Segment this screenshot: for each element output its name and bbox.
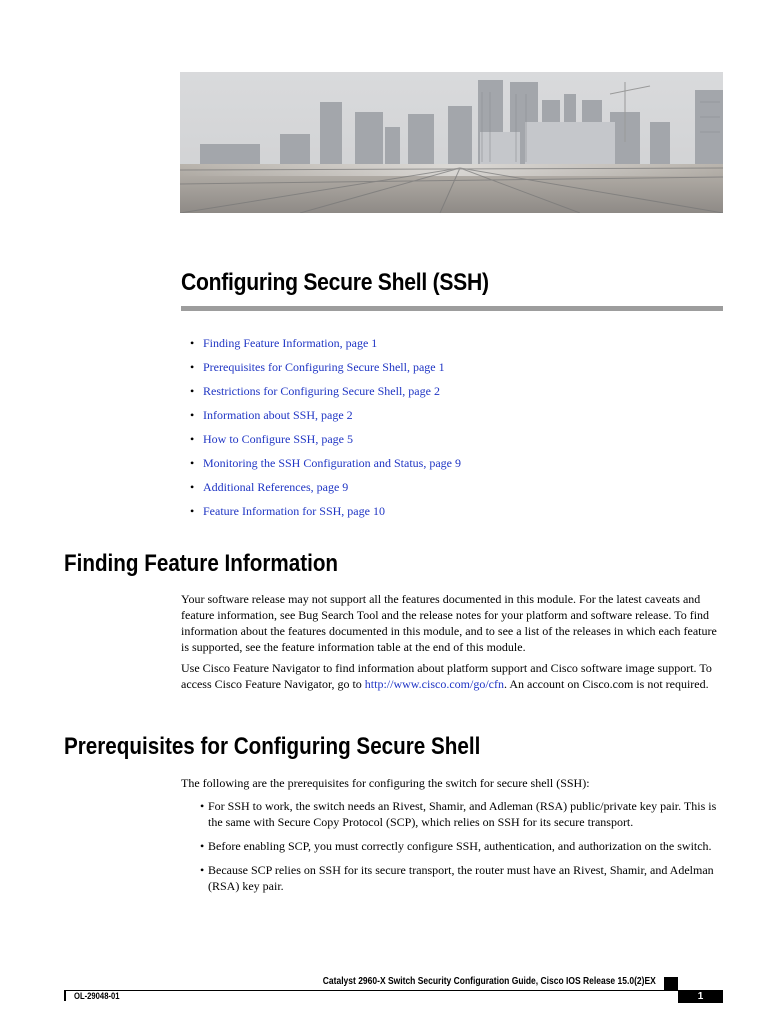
- toc-item: [190, 335, 461, 359]
- toc-item: [190, 503, 461, 527]
- prereq-intro: The following are the prerequisites for configuring the switch for secure shell (SSH):: [181, 776, 590, 790]
- bullet: •: [200, 839, 205, 853]
- toc-item: [190, 383, 461, 407]
- page-number: 1: [678, 990, 723, 1003]
- toc-link[interactable]: Additional References, page 9: [203, 480, 349, 494]
- prereq-item-text: For SSH to work, the switch needs an Rivest, Shamir, and Adleman (RSA) public/private key pair. This is the same with Secure Copy Protocol (SCP), which relies on SSH for its secure transport.: [208, 799, 717, 829]
- section-title-finding-feature-information: Finding Feature Information: [64, 550, 339, 577]
- cisco-feature-navigator-link[interactable]: http://www.cisco.com/go/cfn: [364, 677, 504, 691]
- finding-paragraph-2: [181, 660, 726, 692]
- bullet: •: [190, 504, 195, 518]
- toc-item: [190, 431, 461, 455]
- footer-marker: [664, 977, 678, 990]
- bullet: •: [190, 384, 195, 398]
- title-rule: [181, 306, 723, 311]
- bullet: •: [200, 799, 205, 813]
- city-skyline-banner-image: [180, 72, 723, 213]
- toc-item: [190, 359, 461, 383]
- finding-text-before-link: Use Cisco Feature Navigator to find information about platform support and Cisco software image support. To access Cisco Feature Navigator, go to: [181, 661, 712, 691]
- toc-item: [190, 479, 461, 503]
- toc-link[interactable]: Finding Feature Information, page 1: [203, 336, 378, 350]
- toc-link[interactable]: Restrictions for Configuring Secure Shell, page 2: [203, 384, 440, 398]
- bullet: •: [190, 456, 195, 470]
- prereq-item-text: Because SCP relies on SSH for its secure transport, the router must have an Rivest, Shamir, and Adelman (RSA) key pair.: [208, 863, 714, 893]
- footer-guide-title: Catalyst 2960-X Switch Security Configuration Guide, Cisco IOS Release 15.0(2)EX: [322, 976, 656, 987]
- list-item: [200, 862, 730, 894]
- toc-link[interactable]: Prerequisites for Configuring Secure Shell, page 1: [203, 360, 445, 374]
- finding-paragraph-1: Your software release may not support all the features documented in this module. For the latest caveats and feature information, see Bug Search Tool and the release notes for your platform and software release. To find information about the features documented in this module, and to see a list of the releases in which each feature is supported, see the feature information table at the end of this module.: [181, 592, 717, 654]
- toc-link[interactable]: How to Configure SSH, page 5: [203, 432, 353, 446]
- chapter-title: Configuring Secure Shell (SSH): [181, 269, 489, 296]
- bullet: •: [190, 360, 195, 374]
- toc-item: [190, 407, 461, 431]
- chapter-toc: [190, 335, 461, 527]
- bullet: •: [200, 863, 205, 877]
- bullet: •: [190, 408, 195, 422]
- footer-rule: [64, 990, 723, 991]
- toc-item: [190, 455, 461, 479]
- bullet: •: [190, 432, 195, 446]
- footer-doc-number: OL-29048-01: [74, 991, 120, 1001]
- toc-link[interactable]: Monitoring the SSH Configuration and Status, page 9: [203, 456, 461, 470]
- toc-link[interactable]: Information about SSH, page 2: [203, 408, 353, 422]
- section-title-prerequisites: Prerequisites for Configuring Secure Shell: [64, 733, 481, 760]
- footer-tick: [64, 990, 66, 1001]
- finding-text-after-link: . An account on Cisco.com is not required.: [504, 677, 709, 691]
- list-item: [200, 838, 730, 854]
- prereq-list: [200, 798, 730, 902]
- prereq-item-text: Before enabling SCP, you must correctly configure SSH, authentication, and authorization on the switch.: [208, 839, 712, 853]
- toc-link[interactable]: Feature Information for SSH, page 10: [203, 504, 385, 518]
- bullet: •: [190, 336, 195, 350]
- list-item: [200, 798, 730, 830]
- bullet: •: [190, 480, 195, 494]
